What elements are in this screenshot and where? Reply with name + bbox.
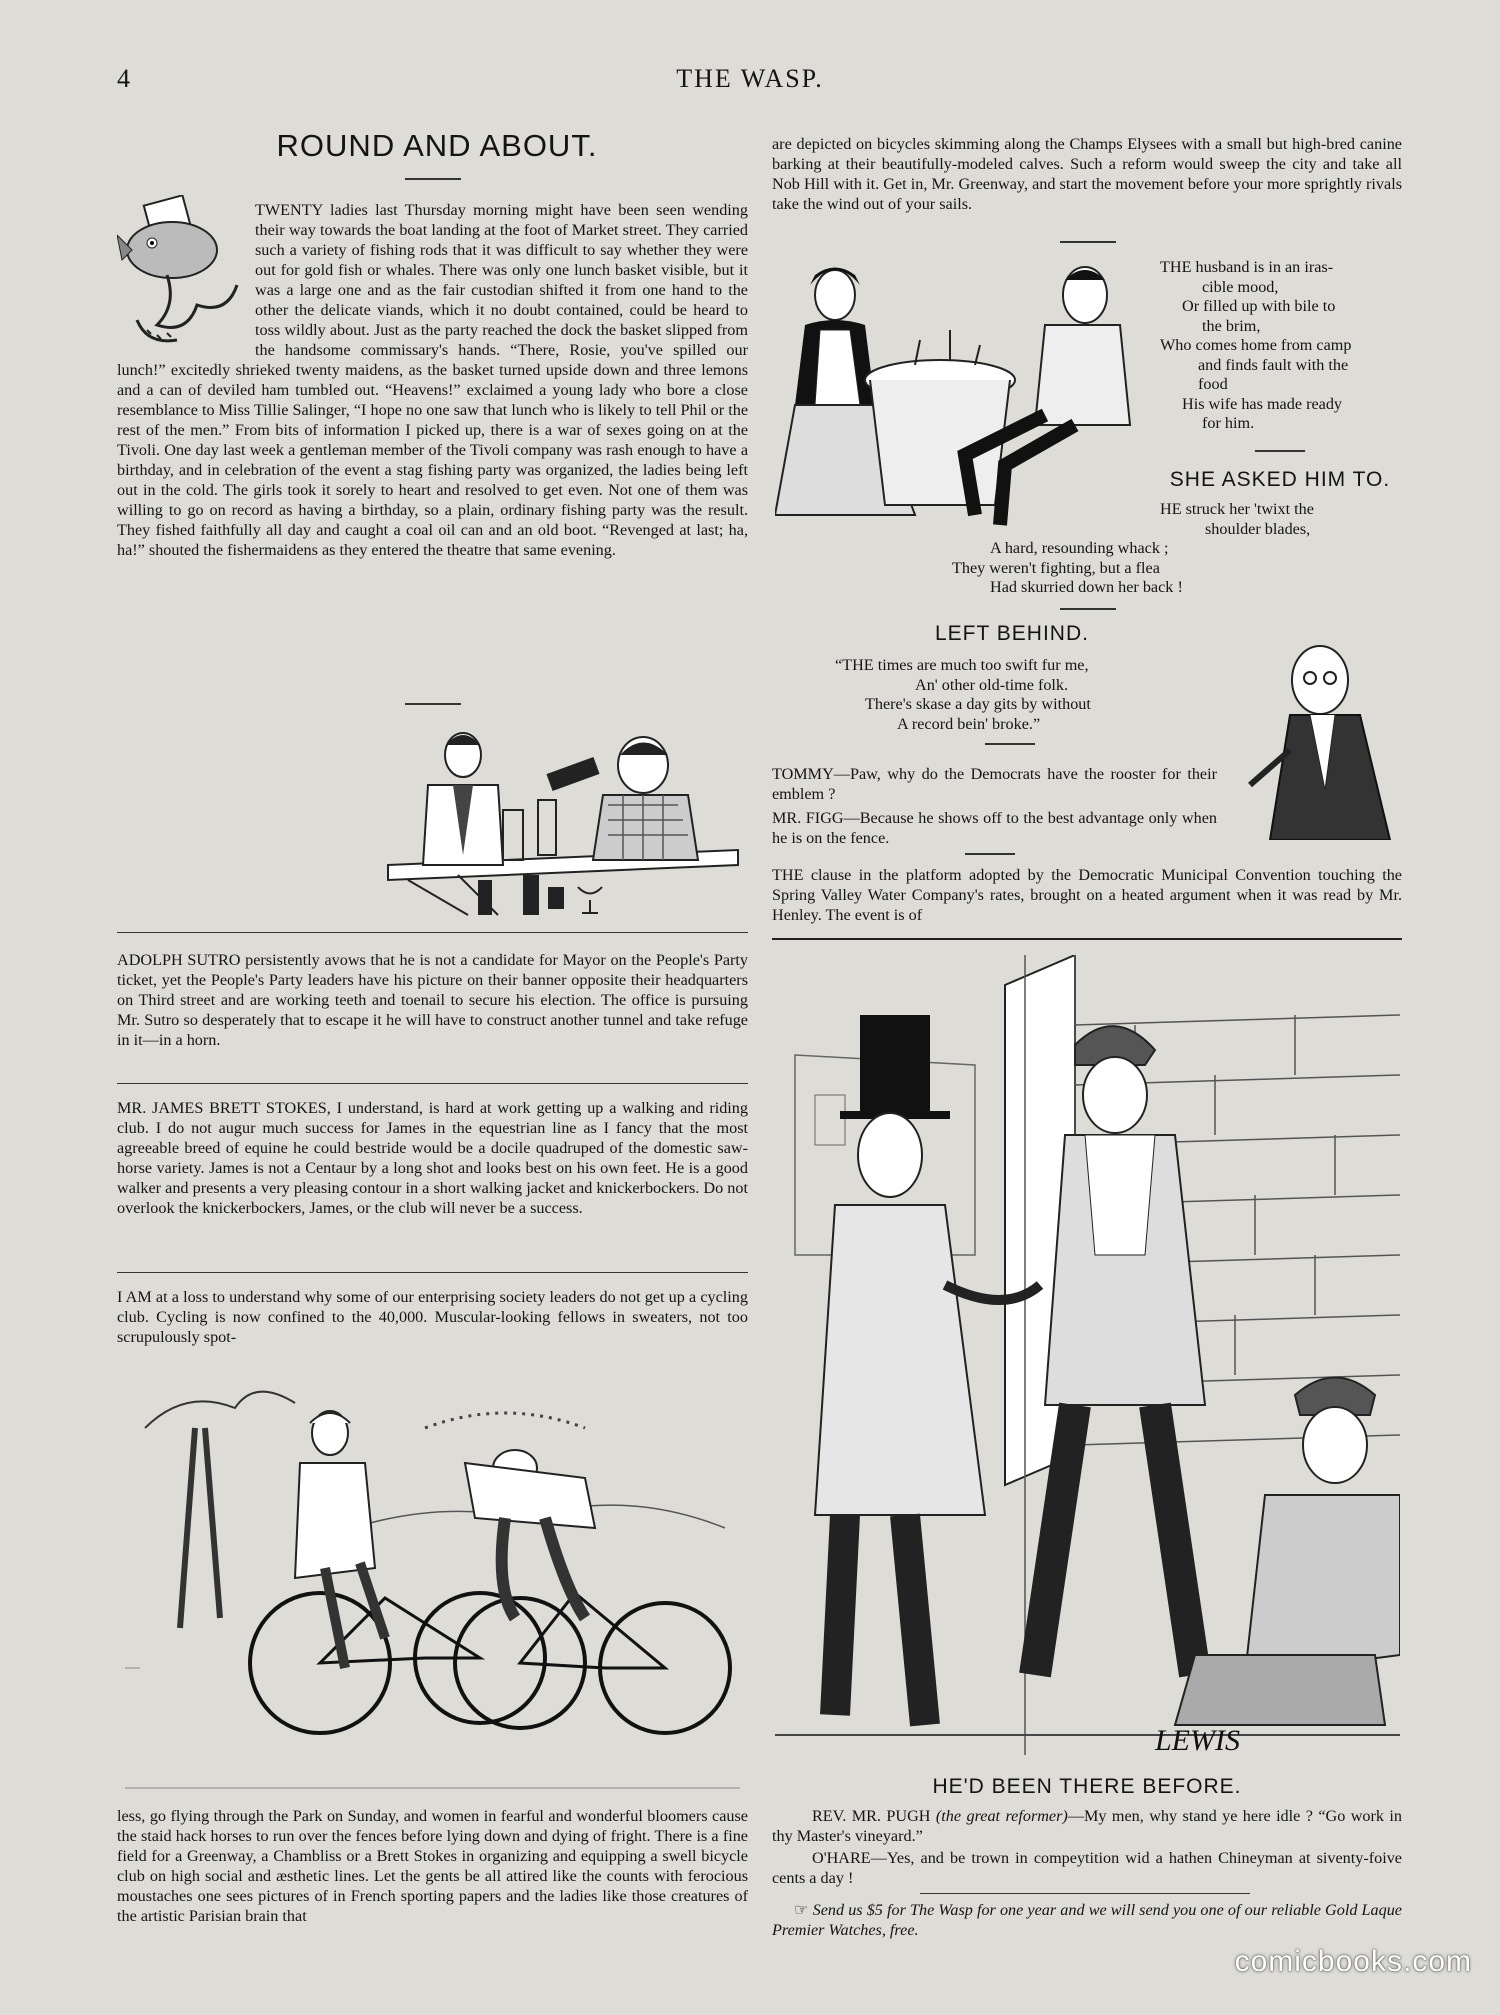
page-number: 4 [117,64,130,93]
masthead-title: THE WASP. [676,64,824,93]
article-paragraph-stokes: MR. JAMES BRETT STOKES, I understand, is hard at work getting up a walking and riding club. I do not augur much success for James in the equestrian line as I fancy that the most agreeable breed of equine he could bestride would be a docile quadruped of the domestic saw-horse variety. James is not a Centaur by a long shot and looks best on his own feet. He is a good walker and presents a very pleasing contour in a short walking jacket and knickerbockers. Do not overlook the knickerbockers, James, or the club will never be a success. [117,1099,748,1217]
section-rule [1255,450,1305,452]
article-paragraph-tivoli: TWENTY ladies last Thursday morning might have been seen wending their way towards the boat landing at the foot of Market street. They carried such a variety of fishing rods that it was difficult to say whether they were out for gold fish or whales. There was only one lunch basket visible, but it was a large one and as the fair custodian shifted it from one hand to the other the delicate viands, which it no doubt contained, could be heard to toss wildly about. Just as the party reached the dock the basket slipped from the handsome commissary's hands. “There, Rosie, you've spilled our lunch!” excitedly shrieked twenty maidens, as the basket turned upside down and three lemons and a can of deviled ham tumbled out. “Heavens!” exclaimed a young lady who bore a close resemblance to Miss Tillie Salinger, “I hope no one saw that lunch who is likely to tell Phil or the rest of the men.” From bits of information I picked up, there is a war of sexes going on at the Tivoli. One day last week a gentleman member of the Tivoli company was rash enough to have a birthday, and in celebration of the event a stag fishing party was organized, the ladies being left out in the cold. The girls took it sorely to heart and resolved to get even. Not one of them was willing to go on record as having a birthday, so a plain, ordinary fishing party was the result. They fished faithfully all day and caught a coal oil can and an old boot. “Revenged at last; ha, ha!” shouted the fishermaidens as they entered the theatre that same evening. [117,201,748,559]
article-paragraph-bicycle-reform: are depicted on bicycles skimming along the Champs Elysees with a small but high-bred canine barking at their beautifully-modeled calves. Such a reform would sweep the city and take all Nob Hill with it. Get in, Mr. Greenway, and start the movement before your more sprightly rivals take the wind out of your sails. [772,135,1402,213]
old-man-illustration [1230,640,1405,840]
she-asked-title: SHE ASKED HIM TO. [1169,468,1391,491]
cartoon-caption-pugh [772,1806,1402,1846]
section-rule [1060,608,1116,610]
left-behind-verse: “THE times are much too swift fur me, An' other old-time folk. There's skase a day gits by without A record bein' broke.” [835,656,1091,733]
left-behind-title: LEFT BEHIND. [935,622,1089,645]
section-rule [405,703,461,705]
tommy-dialogue: TOMMY—Paw, why do the Democrats have the rooster for their emblem ? [772,765,1217,803]
she-asked-verse: HE struck her 'twixt the shoulder blades, A hard, resounding whack ; They weren't fighting, but a flea Had skurried down her back ! [952,500,1314,596]
advert-rule [920,1893,1250,1894]
dining-couple-illustration [775,255,1135,535]
article-paragraph-clause: THE clause in the platform adopted by the Democratic Municipal Convention touching the Spring Valley Water Company's rates, brought on a heated argument when it was read by Mr. Henley. The event is of [772,866,1402,924]
watch-advert: ☞ Send us $5 for The Wasp for one year and we will send you one of our reliable Gold Laque Premier Watches, free. [772,1901,1402,1939]
pugh-speaker: REV. MR. PUGH [812,1807,931,1825]
pointing-hand-icon: ☞ [794,1901,813,1919]
article-paragraph-cycling-continued: less, go flying through the Park on Sunday, and women in fearful and wonderful bloomers cause the staid hack horses to run over the fences before lying down and dying of fright. There is a fine field for a Greenway, a Chambliss or a Brett Stokes in organizing and equipping a swell bicycle club on high social and æsthetic lines. Let the gents be all attired like the counts with ferocious moustaches one sees pictures of in French sporting papers and the ladies like those creatures of the artistic Parisian brain that [117,1807,748,1925]
husband-verse: THE husband is in an iras- cible mood, Or filled up with bile to the brim, Who comes home from camp and finds fault with the food His wife has made ready for him. [1160,258,1352,432]
article-paragraph-cycling: I AM at a loss to understand why some of our enterprising society leaders do not get up a cycling club. Cycling is now confined to the 40,000. Muscular-looking fellows in sweaters, not too scrupulously spot- [117,1288,748,1346]
section-rule [985,743,1035,745]
cyclists-illustration [125,1368,740,1798]
title-rule [405,178,461,180]
section-rule [965,853,1015,855]
figg-dialogue: MR. FIGG—Because he shows off to the best advantage only when he is on the fence. [772,809,1217,847]
cartoon-caption-ohare [772,1848,1402,1888]
ohare-speaker: O'HARE [812,1849,871,1867]
article-title: ROUND AND ABOUT. [276,128,598,163]
article-paragraph-sutro: ADOLPH SUTRO persistently avows that he is not a candidate for Mayor on the People's Party ticket, yet the People's Party leaders have his picture on their banner opposite their headquarters on Third street and are working teeth and toenail to secure his election. The office is pursuing Mr. Sutro so desperately that to escape it he will have to construct another tunnel and take refuge in it—in a horn. [117,951,748,1049]
section-divider [117,932,748,933]
tramps-cartoon [775,955,1400,1755]
ohare-text: —Yes, and be trown in compeytition wid a hathen Chineyman at siventy-foive cents a day ! [772,1849,1402,1887]
bar-drinkers-illustration [378,715,748,920]
cartoon-top-rule [772,938,1402,940]
pugh-text: —My men, why stand ye here idle ? “Go work in thy Master's vineyard.” [772,1807,1403,1845]
pugh-note: (the great reformer) [935,1807,1068,1825]
section-divider [117,1083,748,1084]
cartoon-title: HE'D BEEN THERE BEFORE. [932,1775,1242,1798]
watermark: comicbooks.com [1234,1945,1472,1978]
section-divider [117,1272,748,1273]
cartoon-signature: LEWIS [1155,1724,1240,1755]
section-rule [1060,241,1116,243]
